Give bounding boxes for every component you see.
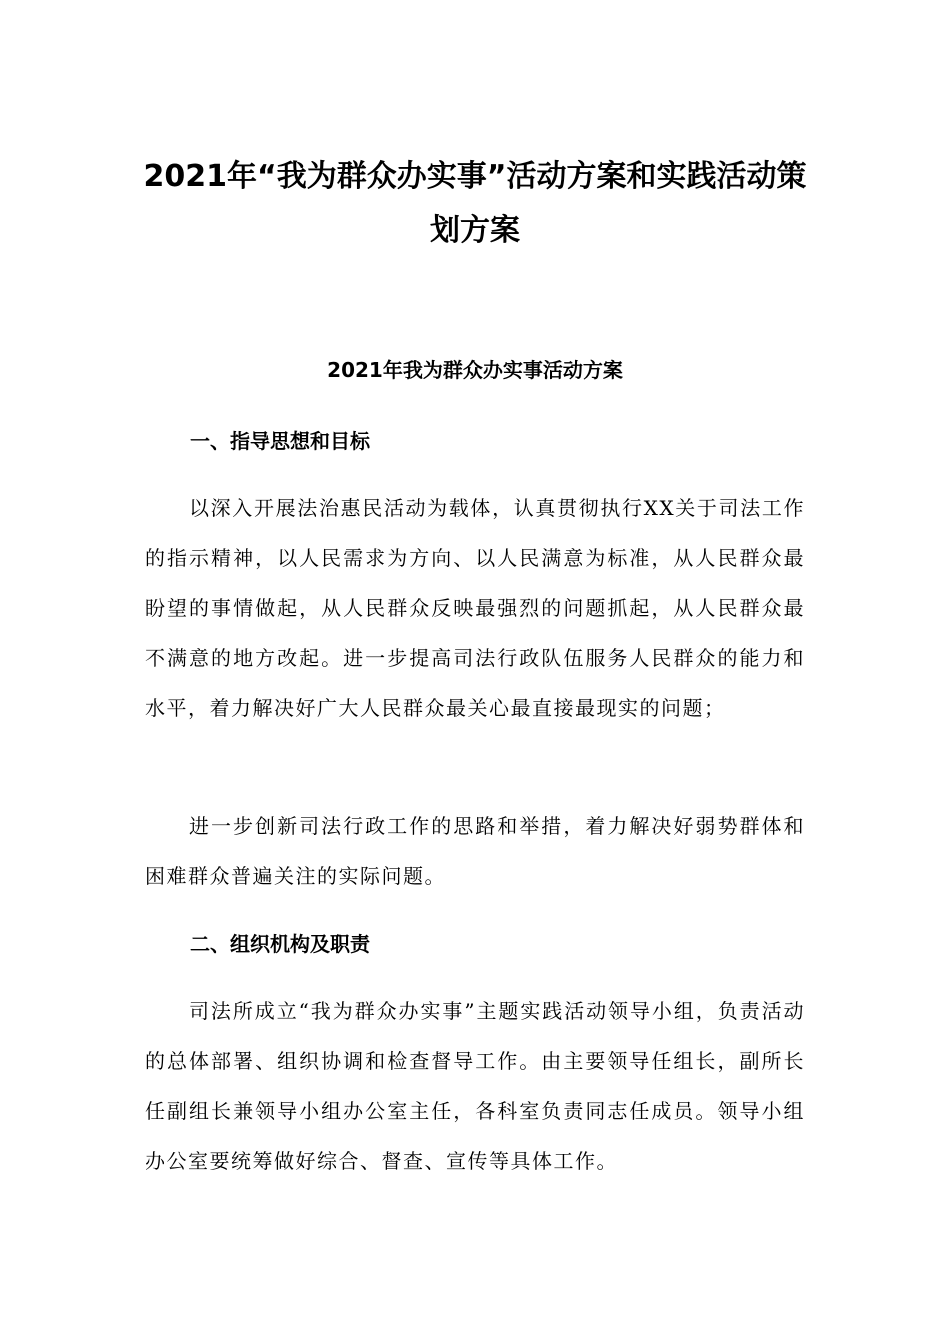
paragraph-guiding-ideology-1: 以深入开展法治惠民活动为载体，认真贯彻执行XX关于司法工作的指示精神，以人民需求为方向、以人民满意为标准，从人民群众最盼望的事情做起，从人民群众反映最强烈的问题抓起，从人民群众最不满意的地方改起。进一步提高司法行政队伍服务人民群众的能力和水平，着力解决好广大人民群众最关心最直接最现实的问题；	[145, 496, 805, 720]
section-heading-organization: 二、组织机构及职责	[190, 932, 370, 956]
paragraph-guiding-ideology-2: 进一步创新司法行政工作的思路和举措，着力解决好弱势群体和困难群众普遍关注的实际问题。	[145, 814, 805, 888]
document-subtitle: 2021年我为群众办实事活动方案	[327, 358, 623, 382]
document-title: 2021年“我为群众办实事”活动方案和实践活动策划方案	[143, 159, 807, 248]
section-heading-guiding-ideology: 一、指导思想和目标	[190, 429, 370, 453]
paragraph-organization-1: 司法所成立“我为群众办实事”主题实践活动领导小组，负责活动的总体部署、组织协调和检查督导工作。由主要领导任组长，副所长任副组长兼领导小组办公室主任，各科室负责同志任成员。领导小组办公室要统筹做好综合、督查、宣传等具体工作。	[145, 999, 805, 1173]
